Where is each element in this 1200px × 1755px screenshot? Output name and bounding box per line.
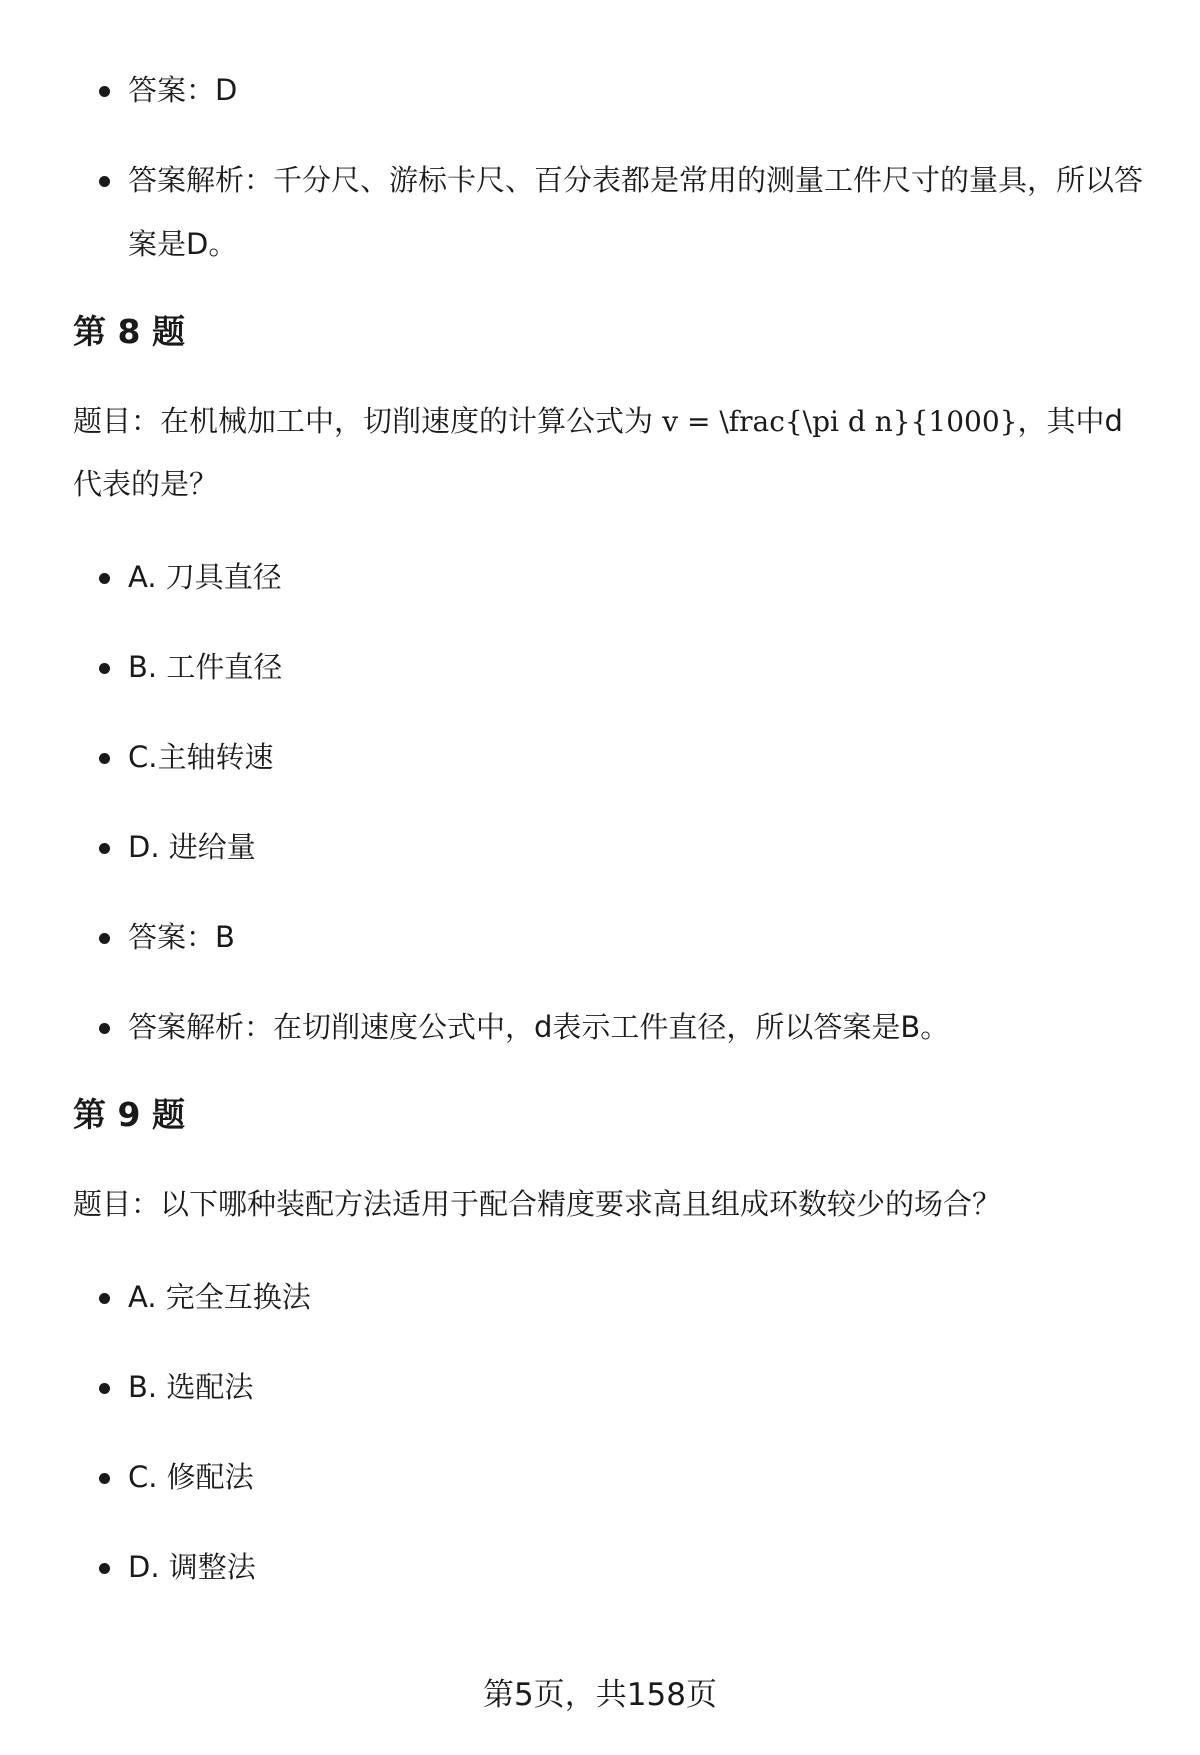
option-item: B. 选配法 [73, 1355, 1143, 1419]
answer-item: 答案：B [73, 905, 1143, 969]
page-content [73, 58, 1143, 1625]
question-8-options [73, 545, 1143, 1059]
option-item: D. 调整法 [73, 1535, 1143, 1599]
option-item: A. 完全互换法 [73, 1265, 1143, 1329]
question-9-text: 题目：以下哪种装配方法适用于配合精度要求高且组成环数较少的场合？ [73, 1187, 1002, 1221]
page-indicator: 第5页，共158页 [483, 1677, 717, 1713]
explanation-item: 答案解析：在切削速度公式中，d表示工件直径，所以答案是B。 [73, 995, 1143, 1059]
option-item: B. 工件直径 [73, 635, 1143, 699]
question-8-heading: 第 8 题 [73, 312, 185, 351]
explanation-item: 答案解析：千分尺、游标卡尺、百分表都是常用的测量工件尺寸的量具，所以答案是D。 [73, 148, 1143, 276]
prev-question-list [73, 58, 1143, 276]
option-item: A. 刀具直径 [73, 545, 1143, 609]
question-8-text-suffix: ，其中d代表的是？ [73, 404, 1123, 501]
question-8-text [73, 390, 1143, 515]
option-item: D. 进给量 [73, 815, 1143, 879]
option-item: C. 修配法 [73, 1445, 1143, 1509]
answer-item: 答案：D [73, 58, 1143, 122]
question-9-heading: 第 9 题 [73, 1095, 185, 1134]
question-8-text-prefix: 题目：在机械加工中，切削速度的计算公式为 [73, 404, 663, 438]
question-9-options [73, 1265, 1143, 1599]
option-item: C.主轴转速 [73, 725, 1143, 789]
question-8-formula: v = \frac{\pi d n}{1000} [662, 405, 1018, 438]
